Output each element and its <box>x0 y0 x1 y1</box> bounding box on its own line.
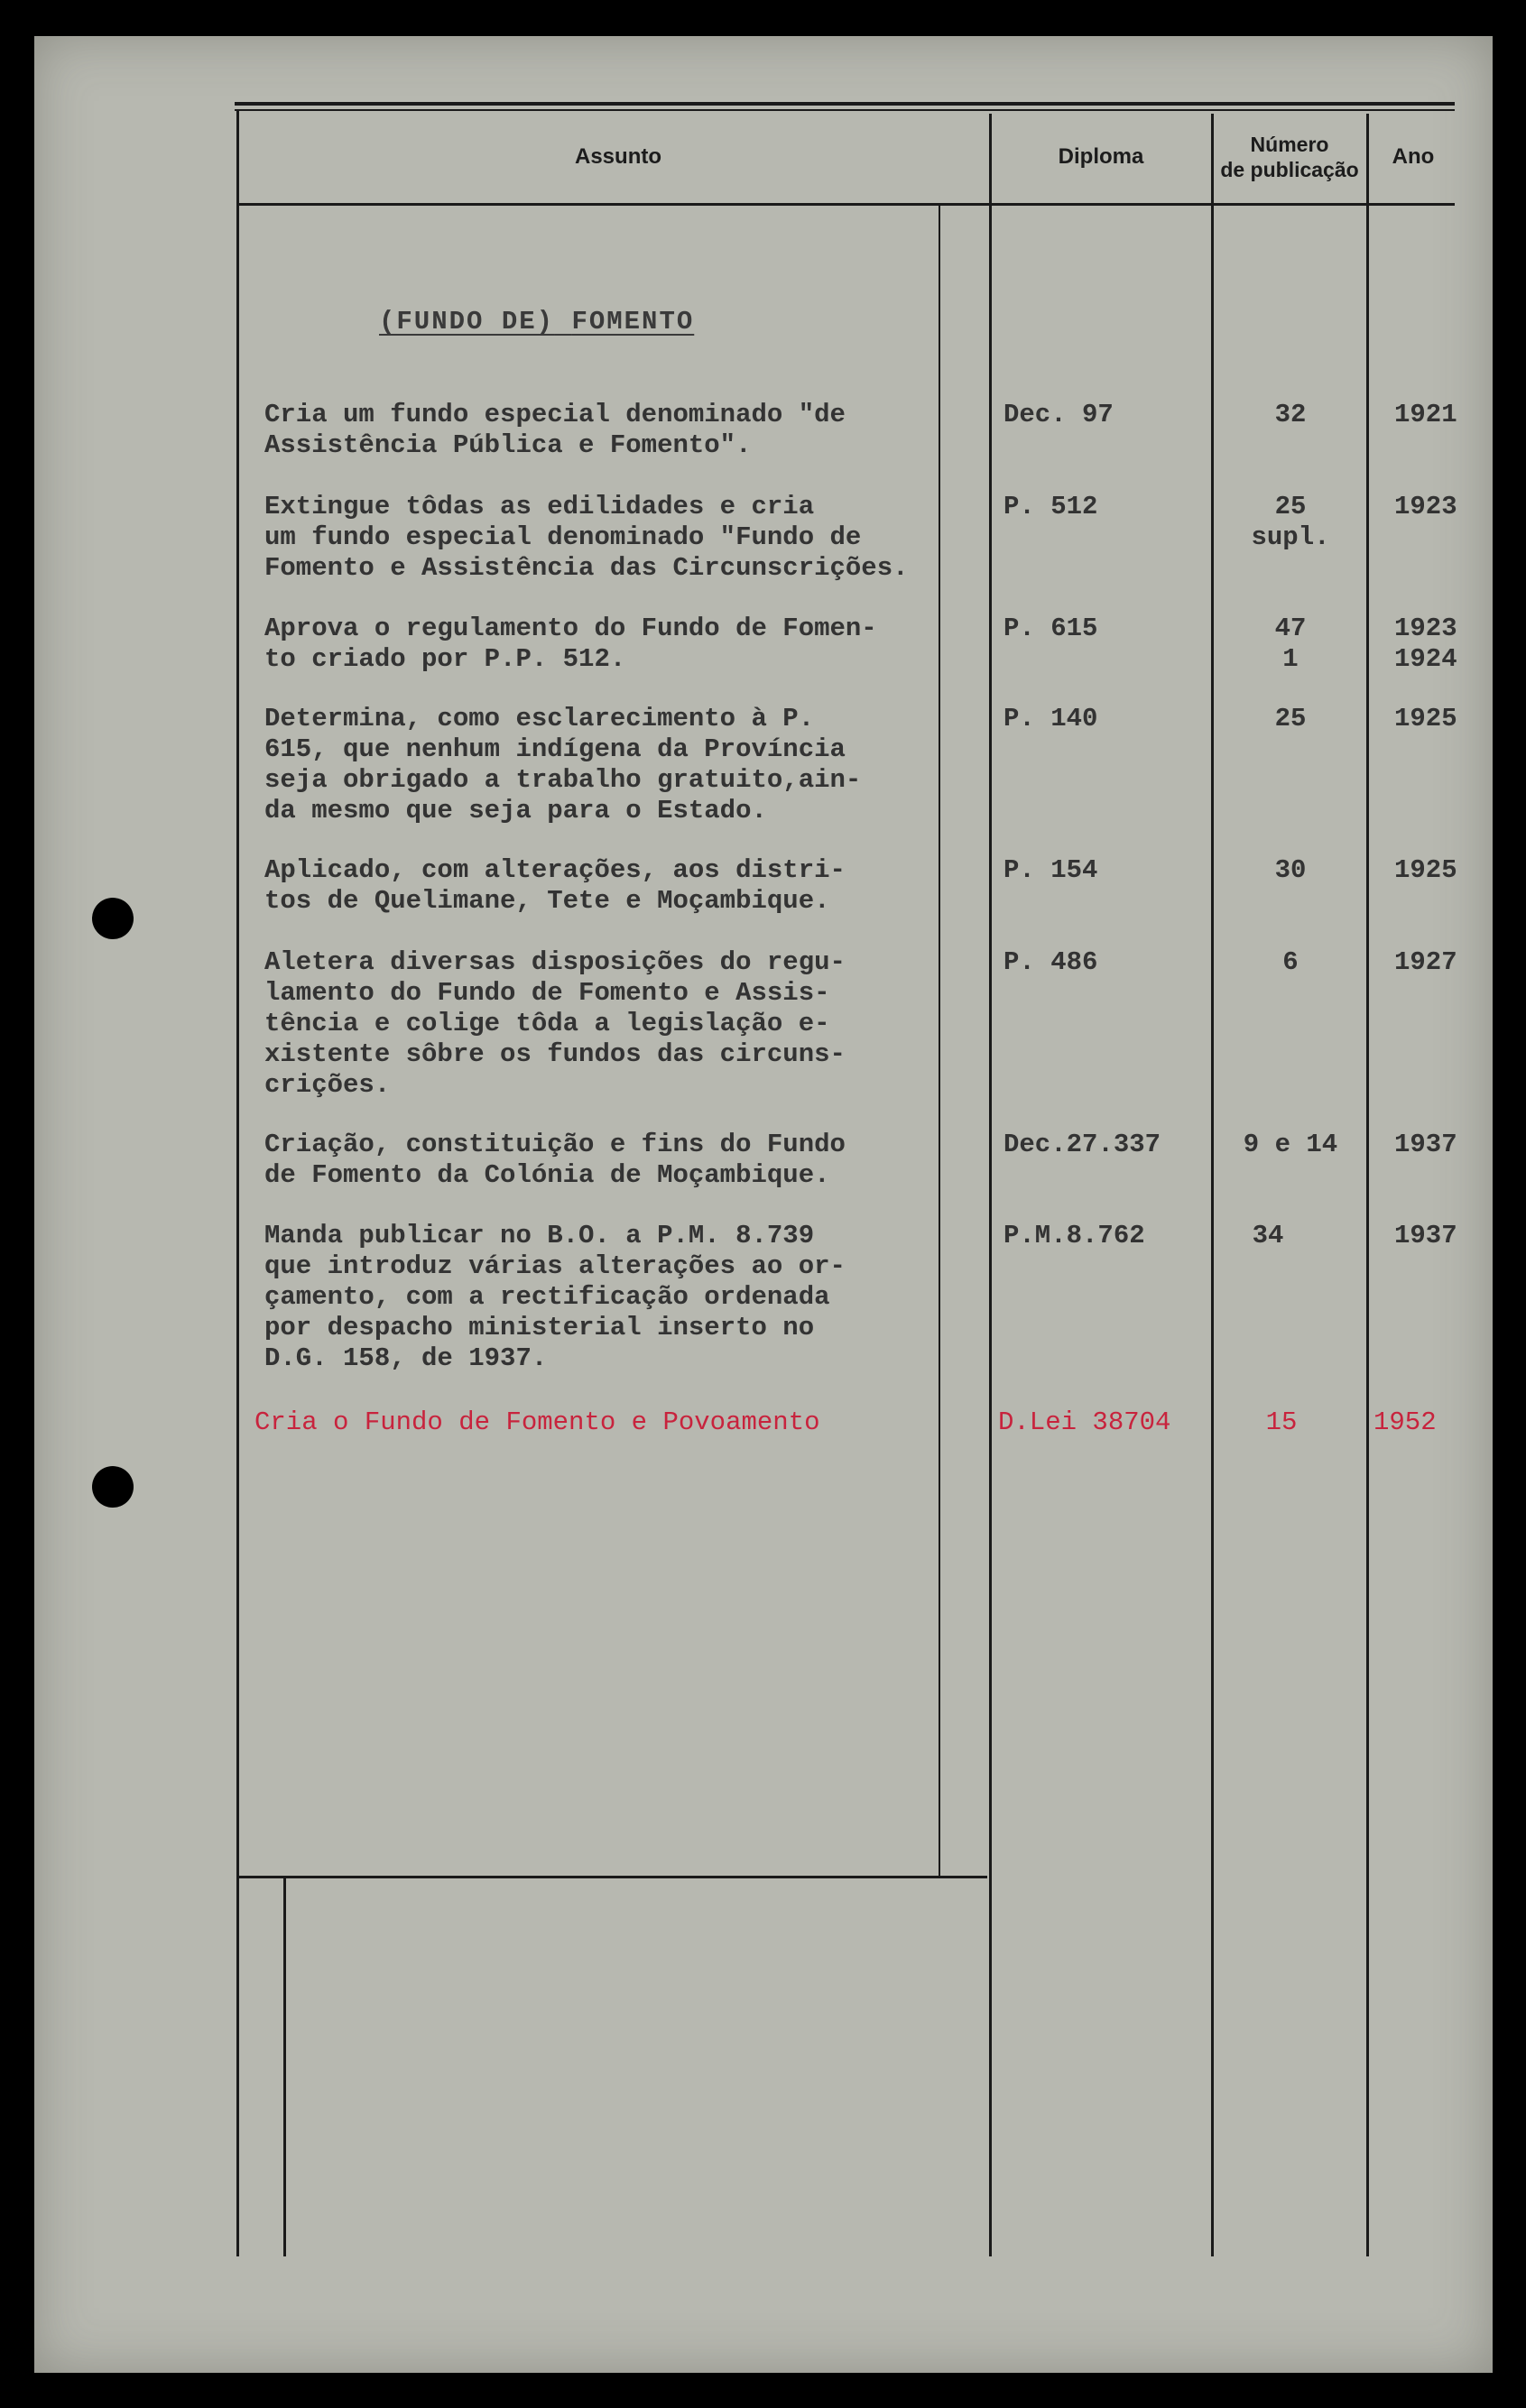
row-ano: 1937 <box>1394 1221 1457 1250</box>
row-ano: 1923 <box>1394 492 1457 521</box>
header-diploma: Diploma <box>1058 144 1144 169</box>
row-diploma: P. 486 <box>1003 947 1098 977</box>
punch-hole <box>92 1466 134 1508</box>
row-ano: 1925 <box>1394 704 1457 733</box>
row-diploma: P. 140 <box>1003 704 1098 733</box>
top-rule <box>235 102 1455 106</box>
lower-left-rule <box>283 1878 286 2256</box>
row-diploma: D.Lei 38704 <box>998 1407 1171 1437</box>
header-numero-publicacao: Número de publicação <box>1220 133 1359 181</box>
row-diploma: P.M.8.762 <box>1003 1221 1145 1250</box>
row-ano: 1927 <box>1394 947 1457 977</box>
section-title <box>379 307 694 337</box>
row-ano: 1921 <box>1394 400 1457 429</box>
row-assunto: Determina, como esclarecimento à P. 615, que nenhum indígena da Província seja obrigado a trabalho gratuito,ain- da mesmo que seja para o Estado. <box>264 704 862 826</box>
left-border <box>236 109 239 2256</box>
section-title-prefix: (FUNDO DE) <box>379 307 555 337</box>
row-numero: 25 supl. <box>1251 492 1330 552</box>
header-ano: Ano <box>1392 144 1435 169</box>
row-diploma: P. 154 <box>1003 855 1098 885</box>
row-assunto: Extingue tôdas as edilidades e cria um fundo especial denominado "Fundo de Fomento e Assistência das Circunscrições. <box>264 492 909 583</box>
row-ano: 1937 <box>1394 1130 1457 1159</box>
top-rule-thin <box>235 109 1455 111</box>
row-ano: 1923 1924 <box>1394 614 1457 674</box>
row-diploma: Dec.27.337 <box>1003 1130 1161 1159</box>
row-assunto: Aprova o regulamento do Fundo de Fomen- to criado por P.P. 512. <box>264 614 877 674</box>
row-assunto: Cria um fundo especial denominado "de Assistência Pública e Fomento". <box>264 400 846 460</box>
header-bottom-rule <box>236 203 1455 206</box>
row-assunto: Manda publicar no B.O. a P.M. 8.739 que introduz várias alterações ao or- çamento, com a rectificação ordenada por despacho ministerial inserto no D.G. 158, de 1937. <box>264 1221 846 1373</box>
row-assunto: Criação, constituição e fins do Fundo de Fomento da Colónia de Moçambique. <box>264 1130 846 1190</box>
paper-sheet <box>34 36 1493 2373</box>
row-ano: 1952 <box>1373 1407 1437 1437</box>
row-assunto: Aplicado, com alterações, aos distri- tos de Quelimane, Tete e Moçambique. <box>264 855 846 916</box>
row-diploma: Dec. 97 <box>1003 400 1114 429</box>
lower-section-rule <box>236 1876 987 1878</box>
row-diploma: P. 615 <box>1003 614 1098 643</box>
background-watermark <box>54 505 180 1859</box>
punch-hole <box>92 898 134 939</box>
row-numero: 25 <box>1274 704 1307 733</box>
row-ano: 1925 <box>1394 855 1457 885</box>
row-assunto: Cria o Fundo de Fomento e Povoamento <box>254 1407 820 1437</box>
row-numero: 34 <box>1252 1221 1284 1250</box>
col-divider-ano <box>1366 114 1369 2256</box>
row-diploma: P. 512 <box>1003 492 1098 521</box>
header-assunto: Assunto <box>575 144 661 169</box>
section-title-suffix: FOMENTO <box>571 307 695 337</box>
row-numero: 30 <box>1274 855 1307 885</box>
row-numero: 32 <box>1274 400 1307 429</box>
row-numero: 6 <box>1282 947 1299 977</box>
row-numero: 47 1 <box>1274 614 1307 674</box>
col-divider-diploma <box>989 114 992 2256</box>
row-numero: 15 <box>1265 1407 1298 1437</box>
row-assunto: Aletera diversas disposições do regu- lamento do Fundo de Fomento e Assis- tência e colige tôda a legislação e- xistente sôbre os fundos das circuns- crições. <box>264 947 846 1100</box>
col-divider-numero <box>1211 114 1214 2256</box>
row-numero: 9 e 14 <box>1243 1130 1338 1159</box>
